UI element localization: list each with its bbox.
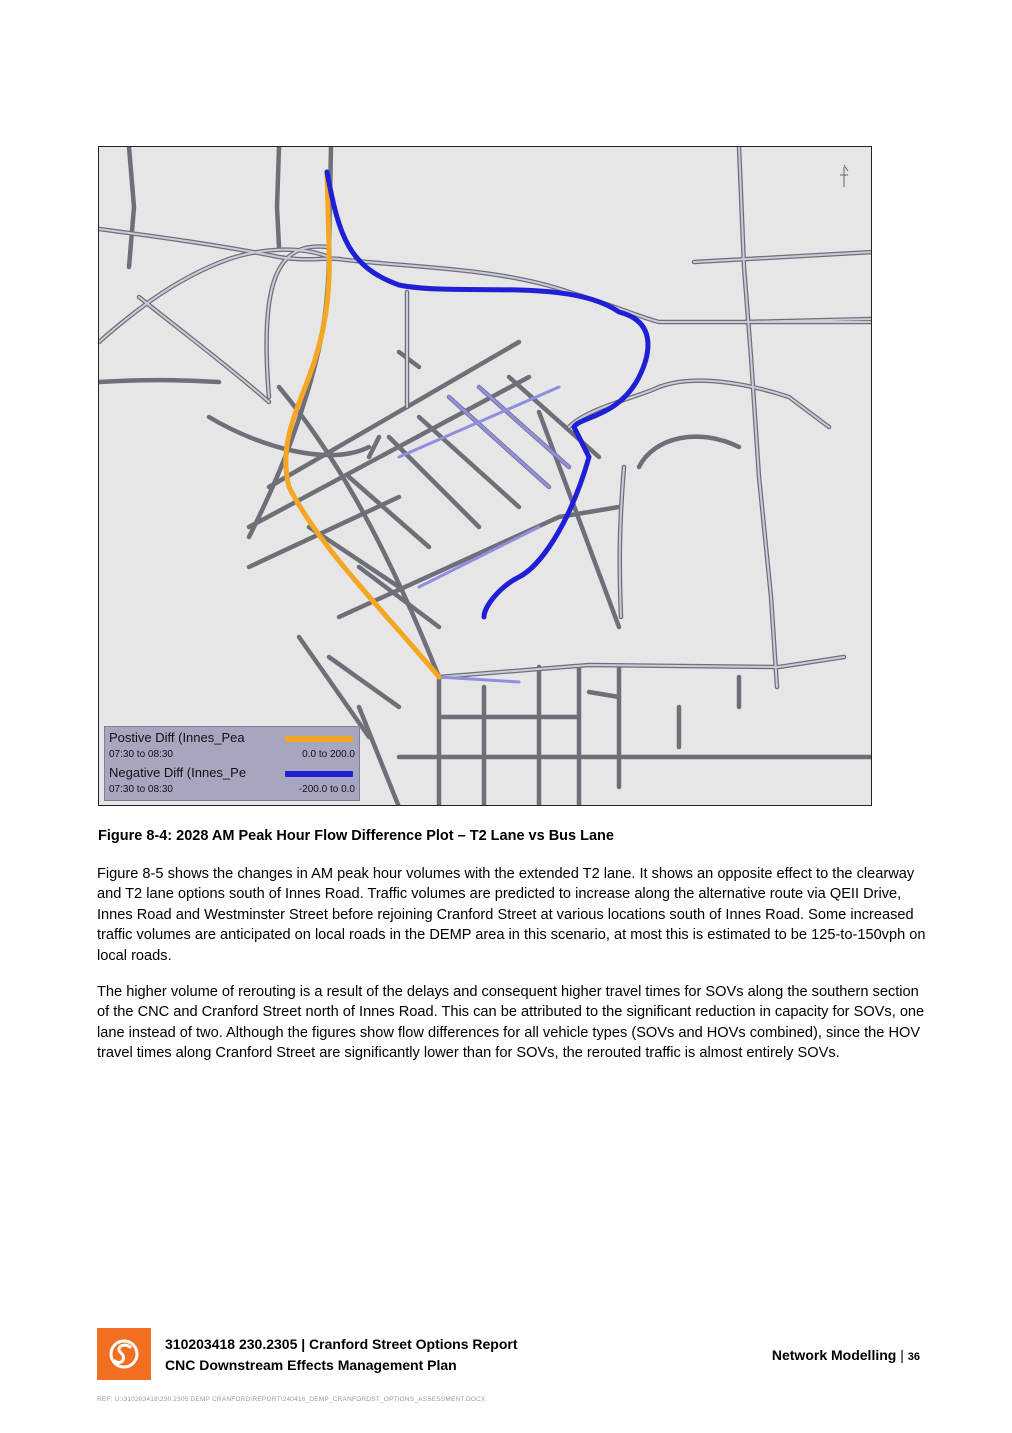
legend-positive-title: Postive Diff (Innes_Pea — [109, 730, 245, 745]
map-legend — [104, 726, 360, 801]
legend-negative-title: Negative Diff (Innes_Pe — [109, 765, 247, 780]
legend-negative-time: 07:30 to 08:30 — [109, 784, 173, 795]
footer-report-title: 310203418 230.2305 | Cranford Street Options Report — [165, 1336, 518, 1352]
legend-positive-swatch — [285, 736, 353, 742]
footer-section: Network Modelling — [771, 1347, 897, 1363]
legend-positive-range: 0.0 to 200.0 — [302, 749, 355, 760]
body-paragraph-2: The higher volume of rerouting is a result of the delays and consequent higher travel times for SOVs along the southern section of the CNC and Cranford Street north of Innes Road. This can be attributed to the significant reduction in capacity for SOVs, one lane instead of two. Although the figures show flow differences for all vehicle types (SOVs and HOVs combined), since the HOV travel times along Cranford Street are significantly lower than for SOVs, the rerouted traffic is almost entirely SOVs. — [97, 984, 925, 1062]
legend-negative — [105, 765, 359, 799]
legend-positive-time: 07:30 to 08:30 — [109, 749, 173, 760]
road-network — [99, 147, 872, 806]
footer-plan-title: CNC Downstream Effects Management Plan — [165, 1357, 457, 1373]
logo-mark-icon — [97, 1328, 151, 1380]
document-reference: REF: U:\310203418\230.2305 DEMP CRANFORD\REPORT\240416_DEMP_CRANFORDST_OPTIONS_ASSESSMENT.DOCX — [97, 1396, 486, 1403]
footer-separator: | — [900, 1347, 904, 1363]
page-number: 36 — [907, 1351, 920, 1363]
legend-negative-range: -200.0 to 0.0 — [298, 784, 355, 795]
figure-caption: Figure 8-4: 2028 AM Peak Hour Flow Difference Plot – T2 Lane vs Bus Lane — [98, 828, 614, 844]
legend-negative-swatch — [285, 771, 353, 777]
footer-section-page — [772, 1347, 920, 1363]
body-paragraph-1: Figure 8-5 shows the changes in AM peak hour volumes with the extended T2 lane. It shows an opposite effect to the clearway and T2 lane options south of Innes Road. Traffic volumes are predicted to increase along the alternative route via QEII Drive, Innes Road and Westminster Street before rejoining Cranford Street at various locations south of Innes Road. Some increased traffic volumes are anticipated on local roads in the DEMP area in this scenario, at most this is estimated to be 125-to-150vph on local roads. — [97, 866, 926, 964]
north-arrow-icon — [840, 165, 848, 187]
legend-positive — [105, 730, 359, 764]
company-logo — [97, 1328, 151, 1380]
flow-difference-map — [98, 146, 872, 806]
